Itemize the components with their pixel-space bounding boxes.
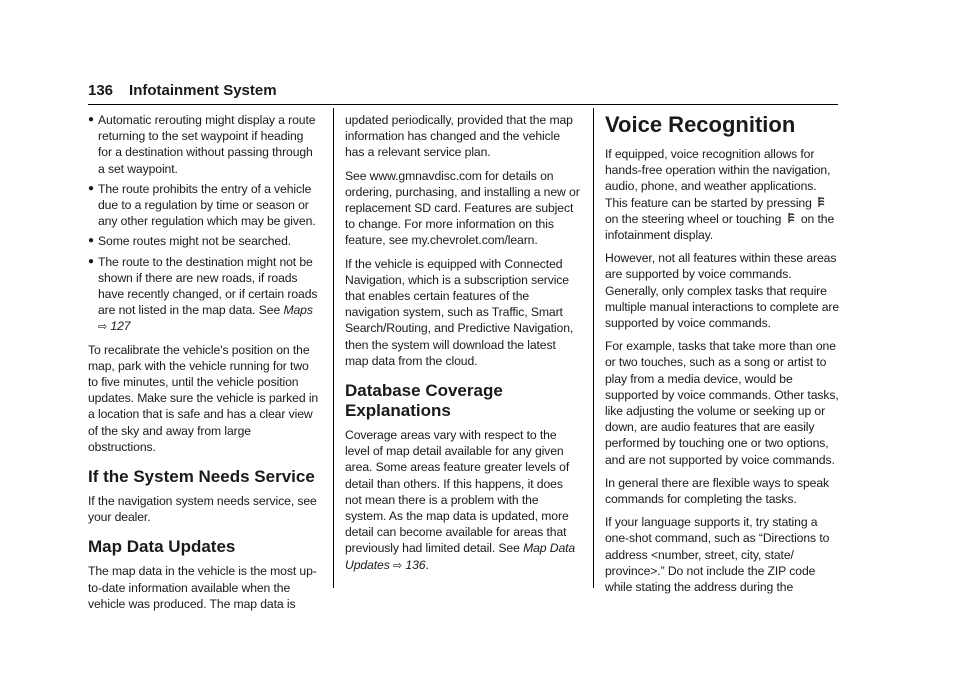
push-to-talk-icon (817, 196, 826, 208)
list-item: ● Some routes might not be searched. (88, 234, 292, 249)
push-to-talk-icon (787, 212, 796, 224)
voice-recognition-heading: Voice Recognition (605, 112, 796, 137)
voice-one-shot-paragraph: If your language supports it, try stating a one-shot command, such as “Directions to address <number, street, city, state/ province>.” Do not include the ZIP code while stating the address during the (605, 515, 830, 595)
bullet-list (88, 112, 320, 336)
column-3 (605, 112, 840, 602)
voice-example-paragraph: For example, tasks that take more than one or two touches, such as a song or artist to play from a media device, would be supported by voice commands. Other tasks, like adjusting the volume or seeking up or down, are audio features that are easily performed by touching one or two options, and are not supported by voice commands. (605, 339, 839, 467)
updates-continued-paragraph: updated periodically, provided that the map information has changed and the vehicle has a relevant service plan. (345, 113, 573, 160)
page-number: 136 (88, 82, 114, 99)
voice-intro-paragraph: If equipped, voice recognition allows for hands-free operation within the navigation, audio, phone, and weather applications. This feature can be started by pressing on the steering wheel or touching on the infotainment display. (605, 147, 835, 243)
section-title: Infotainment System (129, 82, 277, 99)
xref-arrow-icon: ⇨ (98, 321, 108, 334)
bullet-icon: ● (88, 114, 94, 125)
sd-card-paragraph: See www.gmnavdisc.com for details on ordering, purchasing, and installing a new or replacement SD card. Features are subject to change. For more information on this feature, see my.chevrolet.com/learn. (345, 168, 580, 248)
connected-nav-paragraph: If the vehicle is equipped with Connected Navigation, which is a subscription service that enables certain features of the navigation system, such as Traffic, Smart Search/Routing, and Predictive Navigation, then the system will download the latest map data from the cloud. (345, 256, 574, 368)
map-data-updates-link[interactable]: Map Data Updates (345, 541, 576, 572)
recalibrate-paragraph: To recalibrate the vehicle's position on the map, park with the vehicle running for two to five minutes, until the vehicle position updates. Make sure the vehicle is parked in a location that is safe and has a clear view of the sky and away from large obstructions. (88, 342, 319, 454)
column-divider (593, 108, 594, 588)
map-updates-paragraph: The map data in the vehicle is the most up-to-date information available when the vehicle was produced. The map data is (88, 564, 317, 611)
column-1 (88, 112, 320, 619)
list-item: ● Automatic rerouting might display a route returning to the set waypoint if heading for a destination without passing through a set waypoint. (88, 113, 316, 176)
map-updates-heading: Map Data Updates (88, 537, 236, 557)
service-paragraph: If the navigation system needs service, see your dealer. (88, 494, 317, 525)
map-data-updates-page-link[interactable]: 136 (405, 557, 426, 572)
maps-link[interactable]: Maps (283, 303, 313, 318)
column-divider (333, 108, 334, 588)
page-header (88, 82, 838, 105)
bullet-icon: ● (88, 235, 94, 247)
bullet-icon: ● (88, 255, 94, 267)
column-2 (345, 112, 581, 581)
bullet-icon: ● (88, 182, 94, 194)
database-coverage-paragraph: Coverage areas vary with respect to the level of map detail available for any given area. Some areas feature greater levels of detail than others. If this happens, it does not mean there is a problem with the system. As the map data is updated, more detail can become available for areas that previously had limited detail. See Map Data Updates ⇨ 136. (345, 428, 576, 572)
xref-arrow-icon: ⇨ (393, 559, 403, 572)
list-item: ● The route to the destination might not be shown if there are new roads, if roads have recently changed, or if certain roads are not listed in the map data. See Maps ⇨ 127 (88, 254, 318, 334)
maps-page-link[interactable]: 127 (110, 319, 131, 334)
service-heading: If the System Needs Service (88, 467, 315, 487)
database-coverage-heading: Database Coverage Explanations (345, 381, 503, 421)
voice-flexible-paragraph: In general there are flexible ways to speak commands for completing the tasks. (605, 475, 830, 507)
list-item: ● The route prohibits the entry of a vehicle due to a regulation by time or season or any other regulation which may be given. (88, 181, 316, 229)
voice-features-paragraph: However, not all features within these areas are supported by voice commands. Generally, only complex tasks that require multiple manual interactions to complete are supported by voice commands. (605, 251, 840, 331)
